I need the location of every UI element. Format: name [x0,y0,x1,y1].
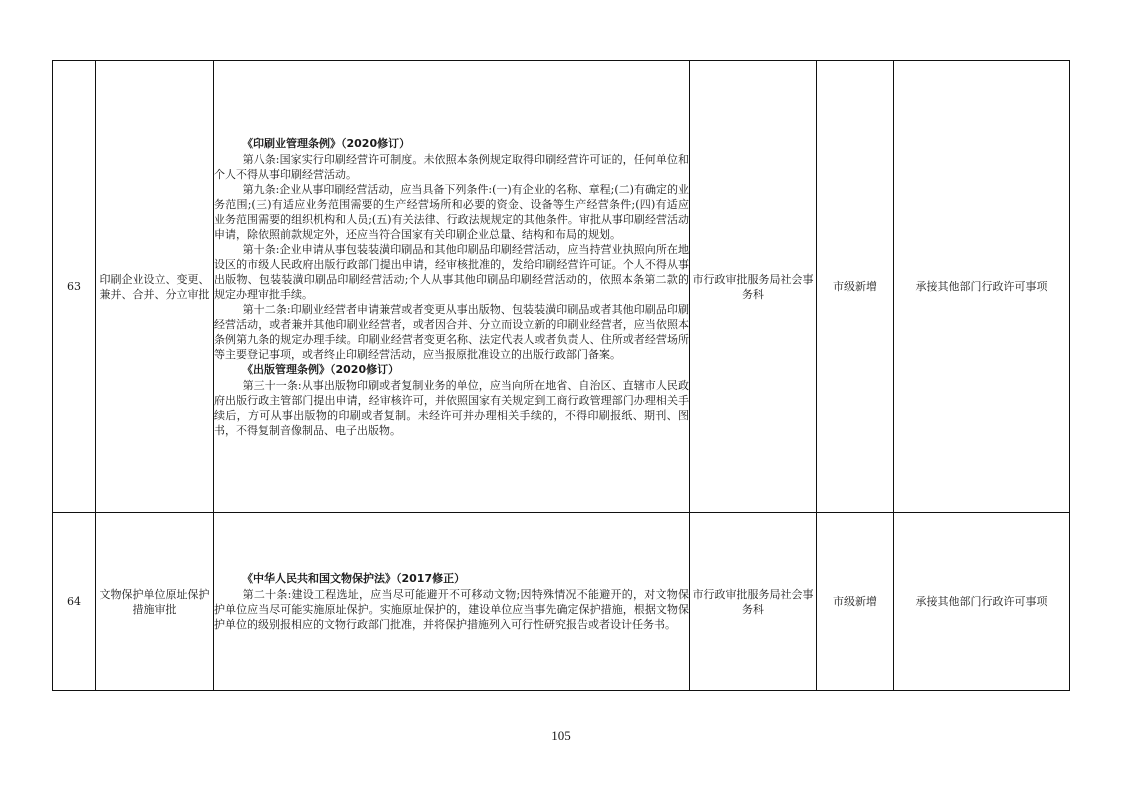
row-number: 63 [53,61,96,513]
level: 市级新增 [817,61,894,513]
law-article: 第十条:企业申请从事包装装潢印刷品和其他印刷品印刷经营活动，应当持营业执照向所在地设区的市级人民政府出版行政部门提出申请，经审核批准的，发给印刷经营许可证。个人不得从事出版物、包装装潢印刷品印刷经营活动;个人从事其他印刷品印刷经营活动的，依照本条第二款的规定办理审批手续。 [214,242,689,301]
table-row [53,513,1070,691]
level: 市级新增 [817,513,894,691]
law-title: 《出版管理条例》（2020修订） [242,362,400,376]
item-name: 印刷企业设立、变更、兼并、合并、分立审批 [96,61,214,513]
law-article: 第十二条:印刷业经营者申请兼营或者变更从事出版物、包装装潢印刷品或者其他印刷品印刷经营活动，或者兼并其他印刷业经营者，或者因合并、分立而设立新的印刷业经营者，应当依照本条例第九条的规定办理手续。印刷业经营者变更名称、法定代表人或者负责人、住所或者经营场所等主要登记事项，或者终止印刷经营活动，应当报原批准设立的出版行政部门备案。 [214,302,689,361]
department: 市行政审批服务局社会事务科 [690,61,817,513]
law-article: 第九条:企业从事印刷经营活动，应当具备下列条件:(一)有企业的名称、章程;(二)有确定的业务范围;(三)有适应业务范围需要的生产经营场所和必要的资金、设备等生产经营条件;(四)有适应业务范围需要的组织机构和人员;(五)有关法律、行政法规规定的其他条件。审批从事印刷经营活动申请，除依照前款规定外，还应当符合国家有关印刷企业总量、结构和布局的规划。 [214,182,689,241]
legal-basis-cell [214,61,690,513]
law-article: 第三十一条:从事出版物印刷或者复制业务的单位，应当向所在地省、自治区、直辖市人民政府出版行政主管部门提出申请，经审核许可，并依照国家有关规定到工商行政管理部门办理相关手续后，方可从事出版物的印刷或者复制。未经许可并办理相关手续的，不得印刷报纸、期刊、图书，不得复制音像制品、电子出版物。 [214,378,689,437]
note: 承接其他部门行政许可事项 [894,61,1070,513]
item-name: 文物保护单位原址保护措施审批 [96,513,214,691]
page-number: 105 [551,728,571,743]
legal-basis-cell [214,513,690,691]
law-article: 第八条:国家实行印刷经营许可制度。未依照本条例规定取得印刷经营许可证的，任何单位和个人不得从事印刷经营活动。 [214,152,689,181]
law-title: 《中华人民共和国文物保护法》（2017修正） [242,572,466,585]
law-article: 第二十条:建设工程选址，应当尽可能避开不可移动文物;因特殊情况不能避开的，对文物保护单位应当尽可能实施原址保护。实施原址保护的，建设单位应当事先确定保护措施，根据文物保护单位的级别报相应的文物行政部门批准，并将保护措施列入可行性研究报告或者设计任务书。 [214,588,689,631]
note: 承接其他部门行政许可事项 [894,513,1070,691]
table-row [53,61,1070,513]
law-title: 《印刷业管理条例》（2020修订） [242,136,411,150]
approval-items-table [52,60,1070,691]
department: 市行政审批服务局社会事务科 [690,513,817,691]
row-number: 64 [53,513,96,691]
